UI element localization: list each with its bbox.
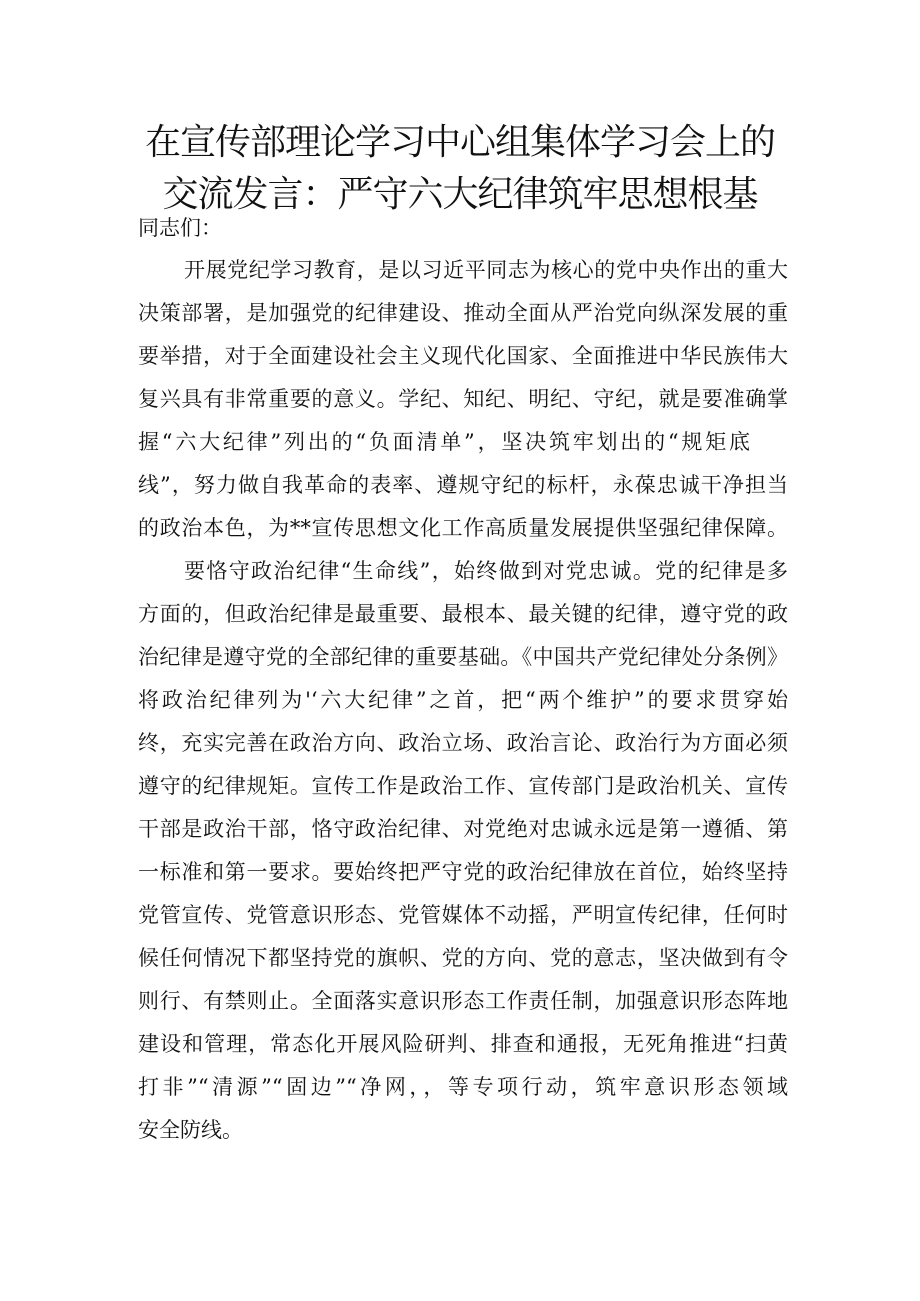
paragraph-2-line: 安全防线。 <box>138 1118 243 1142</box>
paragraph-2-line: 党管宣传、党管意识形态、党管媒体不动摇，严明宣传纪律，任何时 <box>138 903 788 927</box>
document-title-line-1: 在宣传部理论学习中心组集体学习会上的 <box>144 122 775 163</box>
paragraph-2-line: 一标准和第一要求。要始终把严守党的政治纪律放在首位，始终坚持 <box>138 860 788 884</box>
paragraph-1-line: 的政治本色，为**宣传思想文化工作高质量发展提供坚强纪律保障。 <box>138 516 788 540</box>
paragraph-1-line: 握“六大纪律”列出的“负面清单”，坚决筑牢划出的“规矩底 <box>138 430 750 454</box>
paragraph-1-line: 开展党纪学习教育，是以习近平同志为核心的党中央作出的重大 <box>184 258 788 282</box>
salutation: 同志们： <box>138 216 222 240</box>
paragraph-1-line: 决策部署，是加强党的纪律建设、推动全面从严治党向纵深发展的重 <box>138 301 788 325</box>
paragraph-1-line: 要举措，对于全面建设社会主义现代化国家、全面推进中华民族伟大 <box>138 344 788 368</box>
paragraph-2-line: 打非”“清源”“固边”“净网，，等专项行动，筑牢意识形态领域 <box>138 1075 788 1099</box>
paragraph-2-line: 则行、有禁则止。全面落实意识形态工作责任制，加强意识形态阵地 <box>138 989 788 1013</box>
paragraph-2-line: 要恪守政治纪律“生命线”，始终做到对党忠诚。党的纪律是多 <box>184 559 788 583</box>
paragraph-2-line: 遵守的纪律规矩。宣传工作是政治工作、宣传部门是政治机关、宣传 <box>138 774 788 798</box>
paragraph-1-line: 复兴具有非常重要的意义。学纪、知纪、明纪、守纪，就是要准确掌 <box>138 387 788 411</box>
paragraph-2-line: 候任何情况下都坚持党的旗帜、党的方向、党的意志，坚决做到有令 <box>138 946 788 970</box>
paragraph-2-line: 建设和管理，常态化开展风险研判、排查和通报，无死角推进“扫黄 <box>138 1032 788 1056</box>
paragraph-2-line: 方面的，但政治纪律是最重要、最根本、最关键的纪律，遵守党的政 <box>138 602 788 626</box>
paragraph-2-line: 治纪律是遵守党的全部纪律的重要基础。《中国共产党纪律处分条例》 <box>138 645 788 669</box>
document-title-line-2: 交流发言：严守六大纪律筑牢思想根基 <box>162 174 758 215</box>
paragraph-2-line: 将政治纪律列为'‘六大纪律”之首，把“两个维护”的要求贯穿始 <box>138 688 788 712</box>
paragraph-1-line: 线”，努力做自我革命的表率、遵规守纪的标杆，永葆忠诚干净担当 <box>138 473 788 497</box>
paragraph-2-line: 终，充实完善在政治方向、政治立场、政治言论、政治行为方面必须 <box>138 731 788 755</box>
paragraph-2-line: 干部是政治干部，恪守政治纪律、对党绝对忠诚永远是第一遵循、第 <box>138 817 788 841</box>
